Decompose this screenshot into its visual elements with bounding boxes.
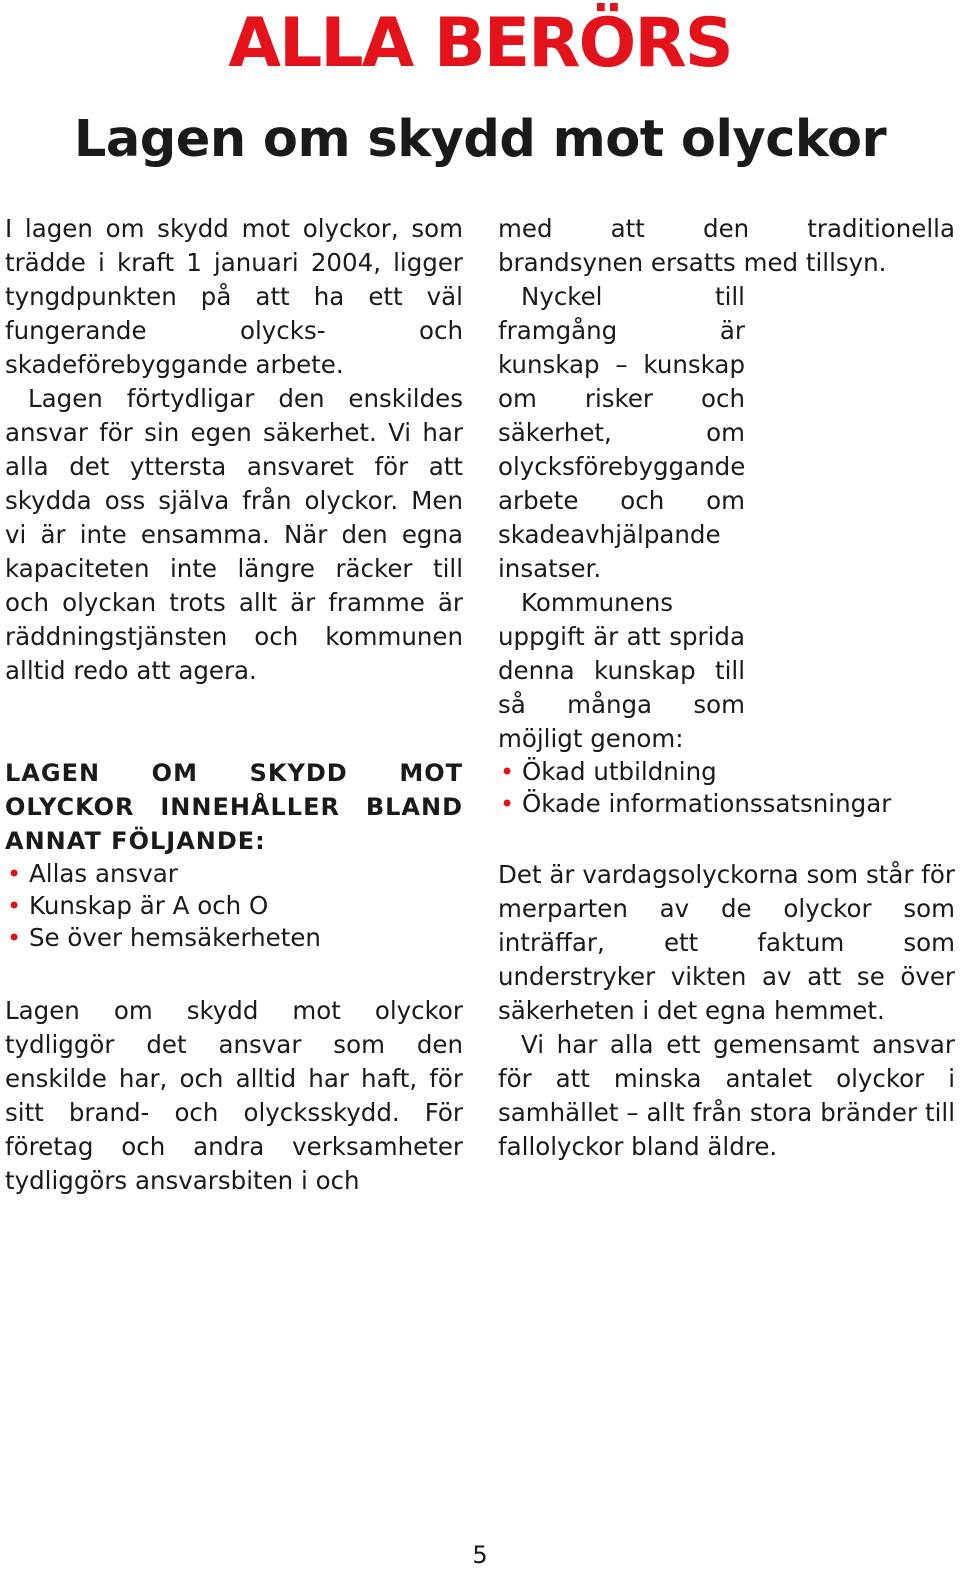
list-item <box>498 788 955 820</box>
list-item-label: Ökad utbildning <box>522 757 717 786</box>
paragraph-everyday-accidents: Det är vardagsolyckorna som står för merparten av de olyckor som inträffar, ett faktum som understryker vikten av att se över säkerheten i det egna hemmet. <box>498 860 955 1025</box>
list-item <box>5 858 463 890</box>
bullet-icon: • <box>7 924 22 952</box>
bullet-list-law <box>5 858 463 954</box>
paragraph-intro: I lagen om skydd mot olyckor, som trädde i kraft 1 januari 2004, ligger tyngdpunkten på att ha ett väl fungerande olycks- och skadeförebyggande arbete. <box>5 214 463 379</box>
left-column <box>5 212 463 1198</box>
bullet-icon: • <box>7 860 22 888</box>
paragraph-responsibility: Lagen förtydligar den enskildes ansvar för sin egen säkerhet. Vi har alla det yttersta ansvaret för att skydda oss själva från olyckor. Men vi är inte ensamma. När den egna kapaciteten inte längre räcker till och olyckan trots allt är framme är räddningstjänsten och kommunen alltid redo att agera. <box>5 384 463 685</box>
list-item-label: Allas ansvar <box>29 859 178 888</box>
paragraph-shared-responsibility: Vi har alla ett gemensamt ansvar för att minska antalet olyckor i samhället – allt från stora bränder till fallolyckor bland äldre. <box>498 1030 955 1161</box>
paragraph-knowledge: Nyckel till framgång är kunskap – kunskap om risker och säkerhet, om olycksförebyggande arbete och om skadeavhjälpande insatser. <box>498 282 746 583</box>
subtitle: Lagen om skydd mot olyckor <box>73 110 887 169</box>
right-column <box>498 212 955 1164</box>
section-heading: LAGEN OM SKYDD MOT OLYCKOR INNEHÅLLER BLAND ANNAT FÖLJANDE: <box>5 759 463 855</box>
page-number: 5 <box>472 1541 488 1569</box>
list-item <box>5 922 463 954</box>
list-item-label: Ökade informationssatsningar <box>522 789 892 818</box>
list-item <box>498 756 955 788</box>
bullet-list-measures <box>498 756 955 820</box>
list-item-label: Se över hemsäkerheten <box>29 923 321 952</box>
paragraph-inspection: med att den traditionella brandsynen ersatts med tillsyn. <box>498 214 955 277</box>
bullet-icon: • <box>7 892 22 920</box>
bullet-icon: • <box>500 758 515 786</box>
list-item-label: Kunskap är A och O <box>29 891 269 920</box>
paragraph-clarifies: Lagen om skydd mot olyckor tydliggör det ansvar som den enskilde har, och alltid har haft, för sitt brand- och olycksskydd. För företag och andra verksamheter tydliggörs ansvarsbiten i och <box>5 996 463 1195</box>
list-item <box>5 890 463 922</box>
paragraph-municipality: Kommunens uppgift är att sprida denna kunskap till så många som möjligt genom: <box>498 588 745 753</box>
bullet-icon: • <box>500 790 515 818</box>
headline: ALLA BERÖRS <box>228 4 732 83</box>
